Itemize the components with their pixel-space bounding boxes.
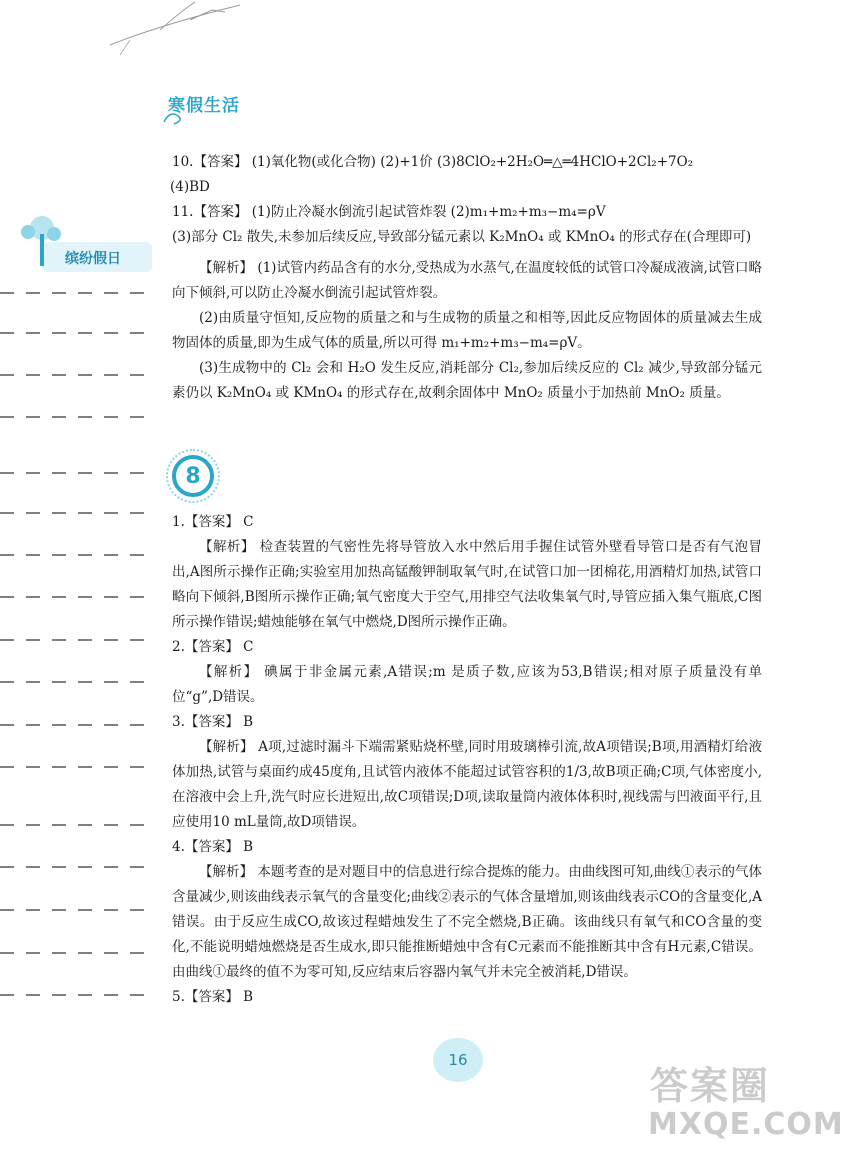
q11-answer-3: (3)部分 Cl₂ 散失,未参加后续反应,导致部分锰元素以 K₂MnO₄ 或 KMnO₄ 的形式存在(合理即可) [172,229,752,245]
q1-analysis: 【解析】 检查装置的气密性先将导管放入水中然后用手握住试管外壁看导管口是否有气泡冒出,A图所示操作正确;实验室用加热高锰酸钾制取氧气时,在试管口加一团棉花,用酒精灯加热,试管口略向下倾斜,B图所示操作正确;氧气密度大于空气,用排空气法收集氧气时,导管应插入集气瓶底,C图所示操作错误;蜡烛能够在氧气中燃烧,D图所示操作正确。 [172,539,762,630]
q3-analysis: 【解析】 A项,过滤时漏斗下端需紧贴烧杯壁,同时用玻璃棒引流,故A项错误;B项,用酒精灯给液体加热,试管与桌面约成45度角,且试管内液体不能超过试管容积的1/3,故B项正确;C项,气体密度小,在溶液中会上升,洗气时应长进短出,故C项错误;D项,读取量筒内液体体积时,视线需与凹液面平行,且应使用10 mL量筒,故D项错误。 [172,739,762,830]
q11-analysis-2: (2)由质量守恒知,反应物的质量之和与生成物的质量之和相等,因此反应物固体的质量减去生成物固体的质量,即为生成气体的质量,所以可得 m₁+m₂+m₃−m₄=ρV。 [172,310,762,351]
q5-answer: 5.【答案】 B [172,989,254,1005]
q1-answer: 1.【答案】 C [172,514,254,530]
header-title: 寒假生活 [168,96,240,116]
answers-block-1 [172,150,762,406]
section-badge: 8 [172,455,214,497]
branch-decoration [100,0,250,80]
q11-analysis-1: 【解析】 (1)试管内药品含有的水分,受热成为水蒸气,在温度较低的试管口冷凝成液滴,试管口略向下倾斜,可以防止冷凝水倒流引起试管炸裂。 [172,260,762,301]
page-number: 16 [433,1038,483,1082]
q2-analysis: 【解析】 碘属于非金属元素,A错误;m 是质子数,应该为53,B错误;相对原子质量没有单位“g”,D错误。 [172,664,762,705]
sidebar-logo-label: 缤纷假日 [65,251,121,267]
q11-analysis-3: (3)生成物中的 Cl₂ 会和 H₂O 发生反应,消耗部分 Cl₂,参加后续反应的 Cl₂ 减少,导致部分锰元素仍以 K₂MnO₄ 或 KMnO₄ 的形式存在,故剩余固体中 MnO₂ 质量小于加热前 MnO₂ 质量。 [172,360,762,401]
swirl-icon [160,104,190,128]
q10-answer: 10.【答案】 (1)氧化物(或化合物) (2)+1价 (3)8ClO₂+2H₂O═△═4HClO+2Cl₂+7O₂ [172,154,694,170]
watermark-bottom: MXQE.COM [648,1107,844,1142]
q4-answer: 4.【答案】 B [172,839,254,855]
q10-tail: (4)BD [170,179,210,195]
watermark-top: 答案圈 [650,1064,771,1108]
q3-answer: 3.【答案】 B [172,714,254,730]
answers-block-2 [172,510,762,1010]
notes-lines [0,285,150,1005]
q4-analysis: 【解析】 本题考查的是对题目中的信息进行综合提炼的能力。由曲线图可知,曲线①表示的气体含量减少,则该曲线表示氧气的含量变化;曲线②表示的气体含量增加,则该曲线表示CO的含量变化,A错误。由于反应生成CO,故该过程蜡烛发生了不完全燃烧,B正确。该曲线只有氧气和CO含量的变化,不能说明蜡烛燃烧是否生成水,即只能推断蜡烛中含有C元素而不能推断其中含有H元素,C错误。由曲线①最终的值不为零可知,反应结束后容器内氧气并未完全被消耗,D错误。 [172,864,762,980]
q2-answer: 2.【答案】 C [172,639,254,655]
q11-answer: 11.【答案】 (1)防止冷凝水倒流引起试管炸裂 (2)m₁+m₂+m₃−m₄=ρV [172,204,606,220]
watermark [640,1055,844,1145]
